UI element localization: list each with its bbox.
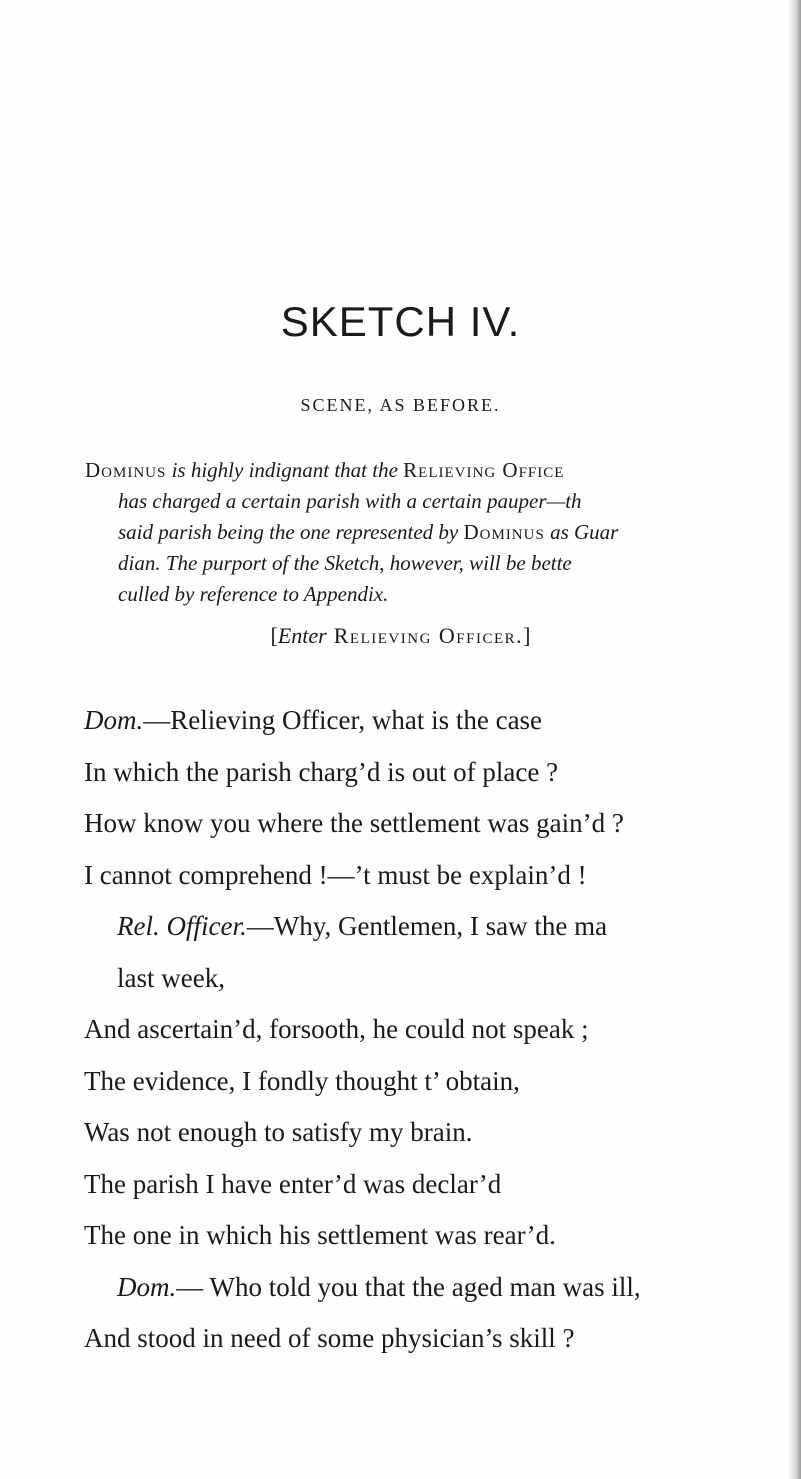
bracket-close: ] xyxy=(523,623,531,648)
verse-line xyxy=(84,1262,801,1314)
speaker-label: Rel. Officer. xyxy=(117,911,247,941)
bracket-open: [ xyxy=(270,623,278,648)
verse-block xyxy=(84,695,801,1365)
verse-text: — Who told you that the aged man was ill, xyxy=(176,1271,641,1302)
entering-character: Relieving Officer. xyxy=(326,623,524,648)
speaker-label: Dom. xyxy=(117,1271,177,1302)
dominus-name: Dominus xyxy=(85,458,167,482)
verse-line: Was not enough to satisfy my brain. xyxy=(84,1117,473,1147)
verse-text: —Relieving Officer, what is the case xyxy=(143,705,543,735)
dominus-name: Dominus xyxy=(463,520,545,544)
verse-line: And ascertain’d, forsooth, he could not speak ; xyxy=(84,1014,589,1044)
verse-line xyxy=(84,695,801,747)
argument-line-3 xyxy=(85,517,801,548)
stage-direction xyxy=(0,623,801,649)
verse-text: —Why, Gentlemen, I saw the ma xyxy=(246,911,608,941)
verse-line: The parish I have enter’d was declar’d xyxy=(84,1168,502,1199)
relieving-officer-name: Relieving Office xyxy=(403,458,565,482)
argument-line-2: has charged a certain parish with a certain pauper—th xyxy=(118,489,582,513)
argument-text: as Guar xyxy=(544,520,619,544)
argument-text: is highly indignant that the xyxy=(166,458,404,482)
argument-line-4: dian. The purport of the Sketch, however, will be bette xyxy=(118,551,572,575)
verse-line: last week, xyxy=(117,962,225,993)
verse-line: In which the parish charg’d is out of place ? xyxy=(84,756,559,787)
argument-paragraph xyxy=(85,455,801,610)
argument-text: said parish being the one represented by xyxy=(118,520,464,544)
verse-line: The one in which his settlement was rear’d. xyxy=(84,1220,556,1250)
argument-line-1 xyxy=(85,455,801,486)
argument-line-5: culled by reference to Appendix. xyxy=(118,582,389,606)
verse-line xyxy=(84,901,801,953)
page-edge-shadow xyxy=(789,0,801,1479)
sketch-title: SKETCH IV. xyxy=(280,298,521,345)
verse-line: And stood in need of some physician’s skill ? xyxy=(84,1323,575,1353)
verse-line: The evidence, I fondly thought t’ obtain, xyxy=(84,1065,520,1096)
enter-word: Enter xyxy=(277,623,327,648)
speaker-label: Dom. xyxy=(84,705,144,735)
scene-heading: SCENE, AS BEFORE. xyxy=(300,395,501,415)
verse-line: How know you where the settlement was gain’d ? xyxy=(84,808,624,838)
verse-line: I cannot comprehend !—’t must be explain’d ! xyxy=(84,859,587,890)
